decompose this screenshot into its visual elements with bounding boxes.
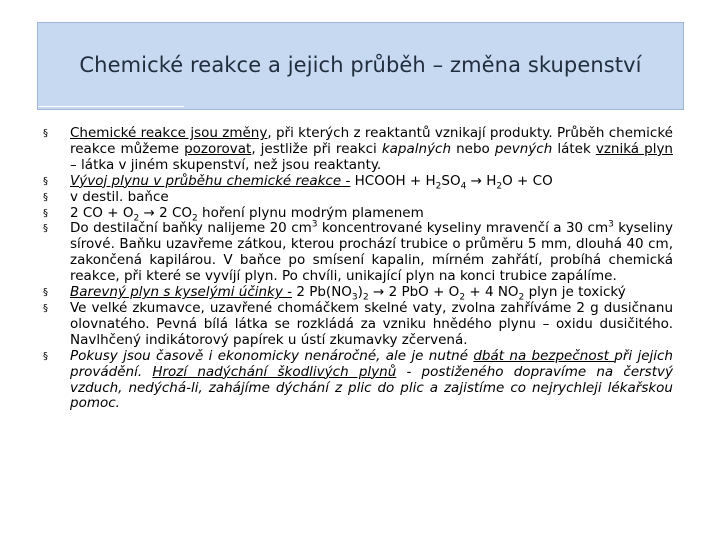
square-bullet-icon: § <box>43 223 48 235</box>
list-item <box>43 190 673 206</box>
text-segment: 2 <box>459 292 466 303</box>
text-segment: pevných <box>494 140 553 157</box>
text-segment: 4 <box>460 181 467 192</box>
title-box <box>37 22 684 110</box>
square-bullet-icon: § <box>43 128 48 139</box>
text-segment: pozorovat <box>184 140 252 157</box>
text-segment: 2 CO + O <box>70 204 134 221</box>
text-segment: → H <box>466 172 497 189</box>
text-segment: → 2 PbO + O <box>368 284 460 301</box>
text-segment: 2 <box>435 181 442 192</box>
text-segment: , při kterých z reaktantů vznikají produkty. Průběh chemické reakce můžeme <box>70 125 673 157</box>
text-segment: Hrozí nadýchání škodlivých plynů <box>152 363 397 380</box>
square-bullet-icon: § <box>43 287 48 299</box>
square-bullet-icon: § <box>43 191 48 203</box>
text-segment: nebo <box>451 140 495 157</box>
square-bullet-icon: § <box>43 350 48 362</box>
text-segment: látek <box>552 140 596 157</box>
list-item <box>43 301 673 349</box>
text-segment: 3 <box>608 219 614 230</box>
text-segment: + 4 NO <box>465 284 519 301</box>
text-segment: dbát na bezpečnost <box>473 347 615 364</box>
title-decor-line <box>38 106 184 107</box>
text-segment: Chemické reakce jsou změny <box>70 125 268 141</box>
list-item <box>43 349 673 413</box>
text-segment: 2 Pb(NO <box>292 284 352 301</box>
text-segment: 3 <box>311 219 318 230</box>
square-bullet-icon: § <box>43 302 48 314</box>
text-segment: Ve velké zkumavce, uzavřené chomáčkem skelné vaty, zvolna zahříváme 2 g dusičnanu olovnatého. Pevná bílá látka se rozkládá za vzniku hnědého plynu – oxidu dusičitého. Navlhčený indikátorový papírek u ústí zkumavky zčervená. <box>70 299 673 348</box>
text-segment: - postiženého dopravíme na čerstvý vzduch, nedýchá-li, zahájíme dýchání z plic do plic a zajistíme co nejrychleji lékařskou pomoc. <box>70 363 673 412</box>
text-segment: koncentrované kyseliny mravenčí a 30 cm <box>317 220 609 237</box>
text-segment: ) <box>357 284 363 301</box>
text-segment: 2 <box>362 292 369 303</box>
text-segment: Vývoj plynu v průběhu chemické reakce <box>70 172 342 189</box>
text-segment: 3 <box>351 292 358 303</box>
text-segment: 2 <box>133 213 140 224</box>
text-segment: HCOOH + H <box>350 172 436 189</box>
text-segment: → 2 CO <box>139 204 193 221</box>
square-bullet-icon: § <box>43 207 48 219</box>
text-segment: O + CO <box>502 172 553 189</box>
square-bullet-icon: § <box>43 175 48 187</box>
text-segment: v destil. baňce <box>70 188 169 205</box>
slide-title: Chemické reakce a jejich průběh – změna skupenství <box>79 53 642 77</box>
text-segment: , jestliže při reakci <box>251 140 382 157</box>
bullet-list <box>43 126 673 412</box>
text-segment: Do destilační baňky nalijeme 20 cm <box>70 220 312 237</box>
list-item <box>43 221 673 285</box>
text-segment: hoření plynu modrým plamenem <box>197 204 424 221</box>
text-segment: Pokusy jsou časově i ekonomicky nenáročné, ale je nutné <box>70 347 474 364</box>
text-segment: při jejich provádění. <box>70 347 673 380</box>
list-item <box>43 126 673 174</box>
text-segment: plyn je toxický <box>524 284 626 301</box>
text-segment: vzniká plyn <box>595 140 673 157</box>
list-item <box>43 174 673 190</box>
text-segment: kapalných <box>381 140 452 157</box>
text-segment: – látka v jiném skupenství, než jsou reaktanty. <box>70 156 382 173</box>
text-segment: - <box>341 172 351 189</box>
list-item <box>43 285 673 301</box>
text-segment: 2 <box>496 181 503 192</box>
text-segment: 2 <box>192 213 198 224</box>
text-segment: 2 <box>518 292 525 303</box>
text-segment: kyseliny sírové. Baňku uzavřeme zátkou, kterou prochází trubice o průměru 5 mm, dlouhá 40 cm, zakončená kapilárou. V baňce po smísení kapalin, mírném zahřátí, probíhá chemická reakce, při které se vyvíjí plyn. Po chvíli, unikající plyn na konci trubice zapálíme. <box>70 220 673 285</box>
text-segment: SO <box>441 172 461 189</box>
text-segment: Barevný plyn s kyselými účinky - <box>70 284 293 301</box>
